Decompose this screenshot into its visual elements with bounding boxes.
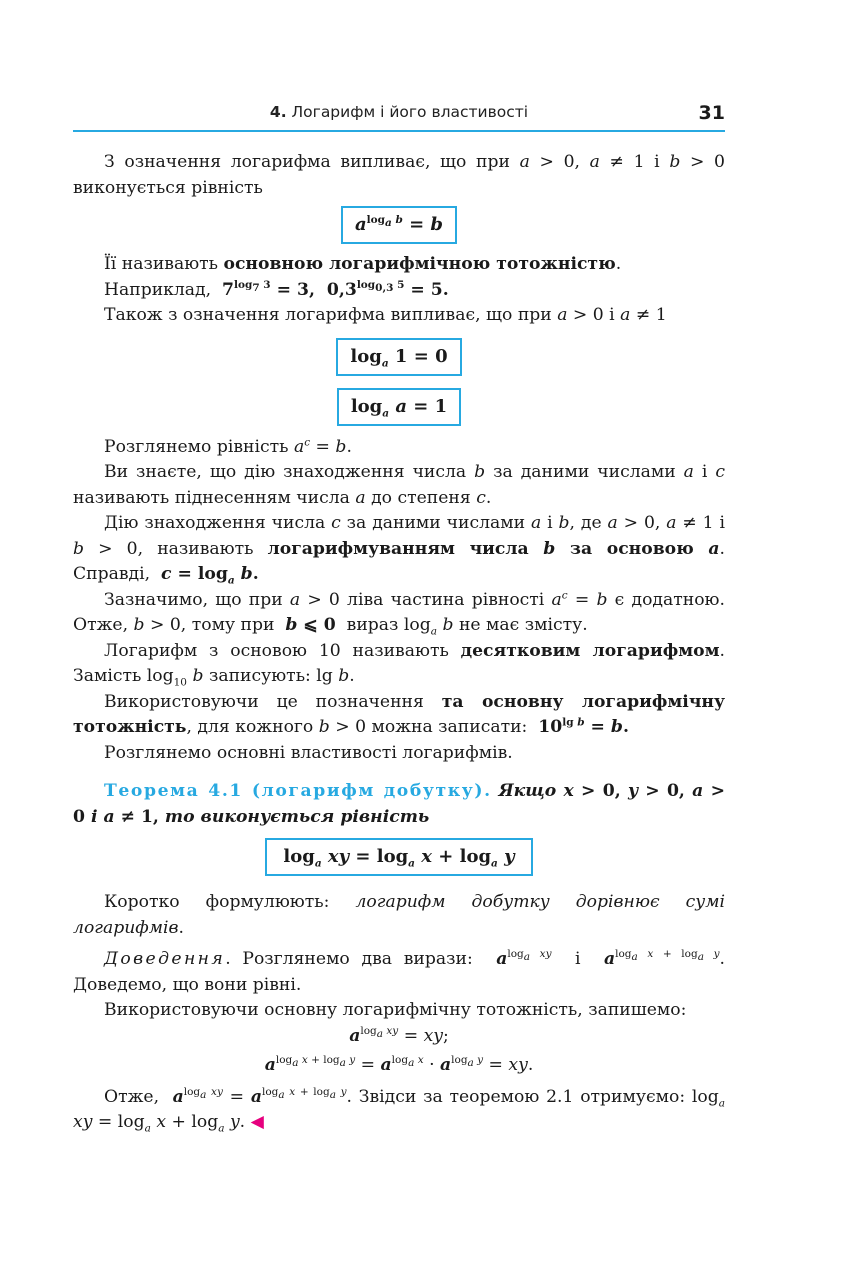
paragraph: Доведення. Розглянемо два вирази: $a^{log_a xy}$ і $a^{log_a x + log_a y}$. Доведемо, що вони рівні.	[73, 948, 725, 995]
paragraph: Дію знаходження числа c за даними числами a і b, де a > 0, a ≠ 1 і b > 0, називають логарифмуванням числа b за основою a. Справді, $c = \log_a b$.	[73, 513, 725, 587]
proof-label: Доведення	[104, 949, 226, 969]
paragraph: Також з означення логарифма випливає, що при a > 0 і a ≠ 1	[104, 305, 667, 325]
running-header	[73, 98, 725, 132]
paragraph: виконується рівність	[73, 177, 263, 198]
paragraph: Розглянемо основні властивості логарифмів.	[104, 742, 513, 763]
paragraph: Її називають основною логарифмічною тотожністю.	[104, 254, 622, 274]
chapter-title	[73, 103, 725, 121]
theorem-statement: Теорема 4.1 (логарифм добутку). Якщо x > 0, y > 0, a > 0 і a ≠ 1, то виконується рівність	[73, 781, 725, 827]
formula-box-log-base	[73, 388, 725, 426]
chapter-number: 4.	[269, 103, 287, 121]
paragraph: Розглянемо рівність $a^c = b$.	[104, 435, 352, 457]
paragraph: Ви знаєте, що дію знаходження числа b за даними числами a і c називають піднесенням числа a до степеня c.	[73, 462, 725, 508]
paragraph: Отже, $a^{log_a xy} = a^{log_a x + log_a y}$. Звідси за теоремою 2.1 отримуємо: $\log_a$ xy = $\log_a x + \log_a y$. ◀	[73, 1085, 726, 1135]
paragraph: З означення логарифма випливає, що при a > 0, a ≠ 1 і b > 0	[104, 152, 725, 172]
equation-line: $a^{log_a x + log_a y} = a^{log_a x} \cdot a^{log_a y}$ = xy.	[264, 1054, 534, 1075]
formula: $\log_a$ xy = $\log_a x + \log_a y$	[265, 838, 532, 876]
end-of-proof-icon: ◀	[250, 1112, 264, 1132]
paragraph: Використовуючи це позначення та основну логарифмічну тотожність, для кожного b > 0 можна записати: $10^{lg b} = b$.	[73, 691, 725, 737]
page-body	[73, 150, 725, 1136]
paragraph: Зазначимо, що при a > 0 ліва частина рівності $a^c = b$ є додатною. Отже, b > 0, тому при b ⩽ 0 вираз $\log_a b$ не має змісту.	[73, 588, 725, 638]
paragraph: Логарифм з основою 10 називають десятковим логарифмом. Замість $\log_{10} b$ записують: lg b.	[73, 640, 725, 689]
theorem-title: Теорема 4.1 (логарифм добутку).	[104, 781, 492, 801]
paragraph: Коротко формулюють: логарифм добутку дорівнює сумі логарифмів.	[73, 892, 725, 938]
formula-box-log-one	[73, 338, 725, 376]
page-number: 31	[698, 102, 725, 124]
chapter-name: Логарифм і його властивості	[291, 103, 529, 121]
formula-box-product-log	[73, 838, 725, 876]
equation-line: $a^{log_a xy}$ = xy;	[349, 1024, 449, 1046]
formula: $\log_a a = 1$	[337, 388, 461, 426]
formula: $a^{log_a b} = b$	[341, 206, 457, 244]
paragraph: Використовуючи основну логарифмічну тотожність, запишемо:	[104, 1000, 687, 1020]
formula-box-basic-identity	[73, 206, 725, 244]
formula: $\log_a 1 = 0$	[336, 338, 461, 376]
paragraph: Наприклад, $7^{log_7 3} = 3$, $0,3^{log_{0,3} 5} = 5$.	[104, 278, 449, 300]
